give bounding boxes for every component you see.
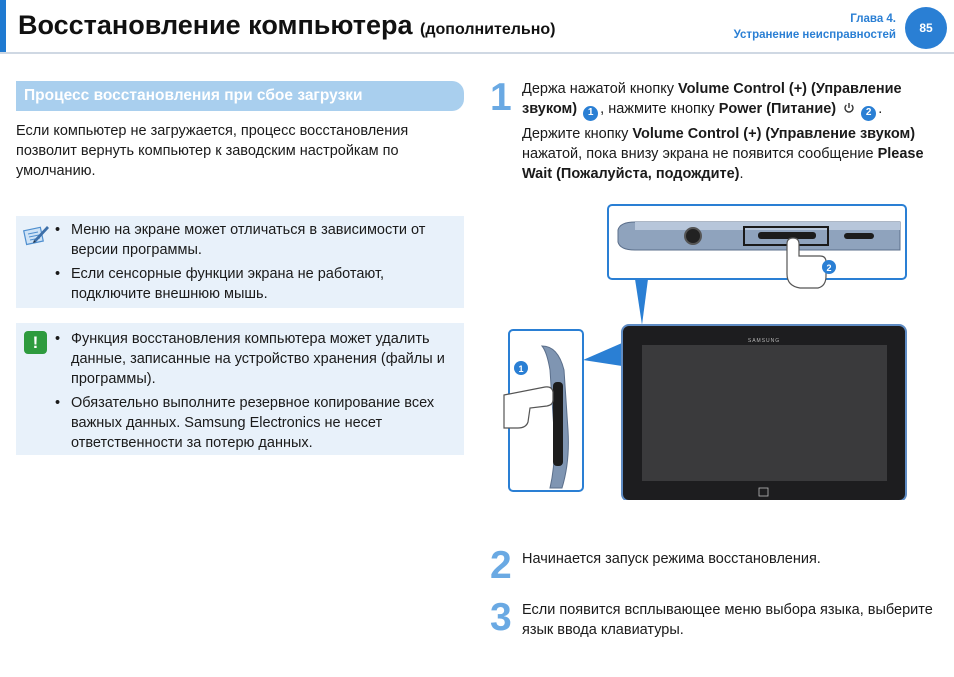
step-1-number: 1	[490, 76, 512, 119]
step-2-number: 2	[490, 544, 512, 587]
callout-1-icon: 1	[583, 106, 598, 121]
tablet-screen	[642, 345, 887, 481]
step-3-number: 3	[490, 596, 512, 639]
step-1-text: нажатой, пока внизу экрана не появится сообщение	[522, 146, 878, 162]
please-wait-label: Please Wait (Пожалуйста, подождите)	[522, 146, 924, 182]
power-button	[844, 233, 874, 239]
note-item: • Если сенсорные функции экрана не работают, подключите внешнюю мышь.	[55, 264, 450, 304]
page-title	[18, 10, 555, 41]
chapter-name: Устранение неисправностей	[733, 29, 896, 41]
page-title-main: Восстановление компьютера	[18, 10, 413, 40]
chapter-info	[734, 11, 896, 43]
chapter-label: Глава 4.	[850, 13, 896, 25]
step-1-text: .	[878, 101, 883, 117]
pointer-wedge-side	[583, 343, 622, 366]
callout-1-text: 1	[518, 364, 524, 374]
step-3-text: Если появится всплывающее меню выбора языка, выберите язык ввода клавиатуры.	[522, 602, 933, 638]
section-title: Процесс восстановления при сбое загрузки	[24, 87, 363, 104]
power-icon	[840, 101, 859, 117]
step-1-text: , нажмите кнопку	[600, 101, 719, 117]
note-list	[55, 220, 450, 308]
step-2-text: Начинается запуск режима восстановления.	[522, 551, 821, 567]
header-divider	[0, 52, 954, 54]
pointer-wedge-top	[635, 279, 648, 325]
header-accent-bar	[0, 0, 6, 52]
brand-label: SAMSUNG	[747, 338, 781, 344]
tablet-illustration	[500, 200, 910, 500]
callout-2-text: 2	[826, 263, 832, 273]
step-1-paragraph-2	[522, 124, 937, 184]
step-1-text: Держа нажатой кнопку	[522, 81, 678, 97]
power-label: Power (Питание)	[718, 101, 837, 117]
page-number-badge: 85	[905, 7, 947, 49]
exclamation-icon: !	[24, 331, 47, 354]
warning-list	[55, 329, 450, 457]
intro-paragraph: Если компьютер не загружается, процесс восстановления позволит вернуть компьютер к заводским настройкам по умолчанию.	[16, 123, 409, 179]
page-title-suffix: (дополнительно)	[420, 21, 556, 38]
note-pen-icon	[22, 222, 50, 250]
side-volume-rocker	[553, 382, 563, 466]
callout-2-icon: 2	[861, 106, 876, 121]
note-item: • Меню на экране может отличаться в зависимости от версии программы.	[55, 220, 450, 260]
step-1-text: Держите кнопку	[522, 126, 633, 142]
step-1-text: .	[739, 166, 744, 182]
volume-rocker	[758, 232, 816, 239]
warning-item: • Функция восстановления компьютера может удалить данные, записанные на устройство хранения (файлы и программы).	[55, 329, 450, 389]
volume-control-label: Volume Control (+) (Управление звуком)	[632, 126, 916, 142]
warning-item: • Обязательно выполните резервное копирование всех важных данных. Samsung Electronics не несет ответственности за потерю данных.	[55, 393, 450, 453]
step-1-paragraph-1	[522, 79, 937, 121]
headphone-jack-icon	[685, 228, 701, 244]
volume-control-label: Volume Control (+) (Управление звуком)	[522, 81, 902, 117]
